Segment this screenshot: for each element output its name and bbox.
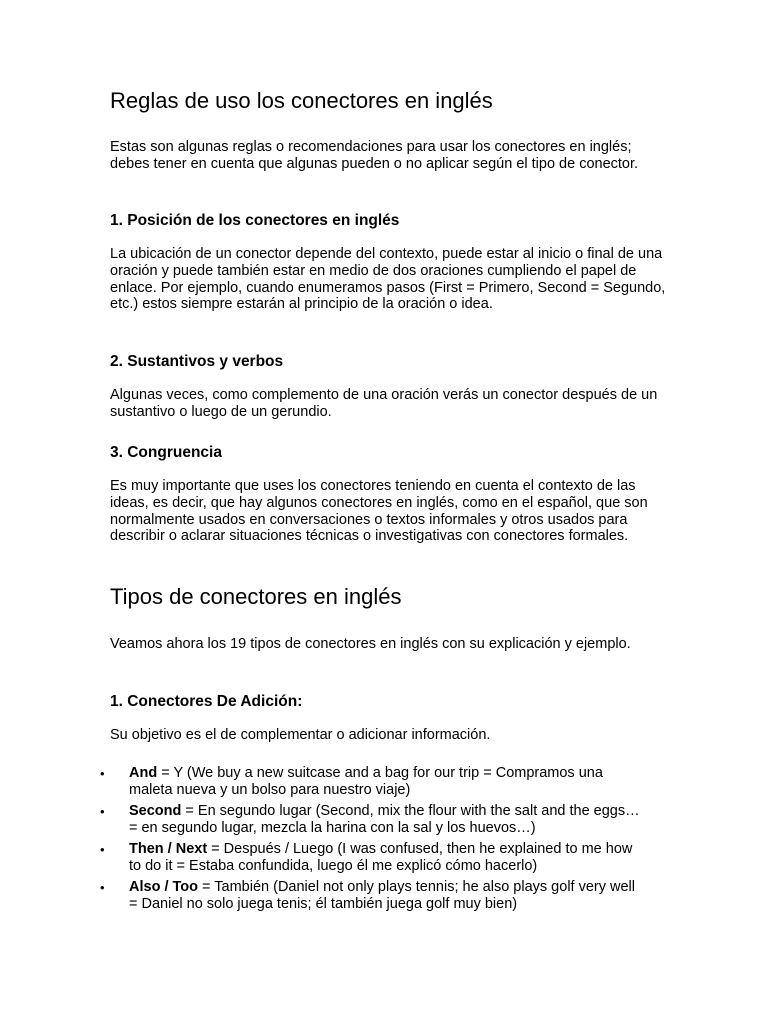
connector-desc: = También (Daniel not only plays tennis; he also plays golf very well = Daniel no solo juega tenis; él también juega golf muy bien)	[129, 879, 635, 912]
rule-heading-nouns-verbs: 2. Sustantivos y verbos	[110, 353, 284, 370]
rule-text-nouns-verbs: Algunas veces, como complemento de una oración verás un conector después de un sustantivo o luego de un gerundio.	[110, 387, 658, 420]
section-title-rules: Reglas de uso los conectores en inglés	[110, 88, 493, 113]
bullet-icon: •	[100, 766, 105, 781]
rule-heading-congruence: 3. Congruencia	[110, 444, 222, 461]
rule-text-congruence: Es muy importante que uses los conectores teniendo en cuenta el contexto de las ideas, es decir, que hay algunos conectores en inglés, como en el español, que son normalmente usados en conversaciones o textos informales y otros usados para describir o aclarar situaciones técnicas o investigativas con conectores formales.	[110, 478, 648, 545]
connector-term: Then / Next	[129, 841, 208, 857]
types-intro: Veamos ahora los 19 tipos de conectores en inglés con su explicación y ejemplo.	[110, 636, 631, 652]
connector-list	[100, 765, 640, 917]
list-item	[100, 841, 640, 875]
addition-text: Su objetivo es el de complementar o adicionar información.	[110, 727, 491, 743]
rule-text-position: La ubicación de un conector depende del contexto, puede estar al inicio o final de una oración y puede también estar en medio de dos oraciones cumpliendo el papel de enlace. Por ejemplo, cuando enumeramos pasos (First = Primero, Second = Segundo, etc.) estos siempre estarán al principio de la oración o idea.	[110, 246, 666, 313]
connector-term: Second	[129, 803, 182, 819]
list-item	[100, 879, 640, 913]
bullet-icon: •	[100, 880, 105, 895]
connector-desc: = Después / Luego (I was confused, then he explained to me how to do it = Estaba confundida, luego él me explicó cómo hacerlo)	[129, 841, 633, 874]
connector-term: And	[129, 765, 158, 781]
rule-heading-position: 1. Posición de los conectores en inglés	[110, 212, 400, 229]
rules-intro: Estas son algunas reglas o recomendaciones para usar los conectores en inglés; debes tener en cuenta que algunas pueden o no aplicar según el tipo de conector.	[110, 139, 639, 172]
connector-desc: = Y (We buy a new suitcase and a bag for our trip = Compramos una maleta nueva y un bolso para nuestro viaje)	[129, 765, 603, 798]
section-title-types: Tipos de conectores en inglés	[110, 584, 402, 609]
connector-term: Also / Too	[129, 879, 199, 895]
bullet-icon: •	[100, 842, 105, 857]
connector-desc: = En segundo lugar (Second, mix the flour with the salt and the eggs… = en segundo lugar, mezcla la harina con la sal y los huevos…)	[129, 803, 640, 836]
list-item	[100, 765, 640, 799]
bullet-icon: •	[100, 804, 105, 819]
subheading-addition: 1. Conectores De Adición:	[110, 693, 303, 710]
list-item	[100, 803, 640, 837]
